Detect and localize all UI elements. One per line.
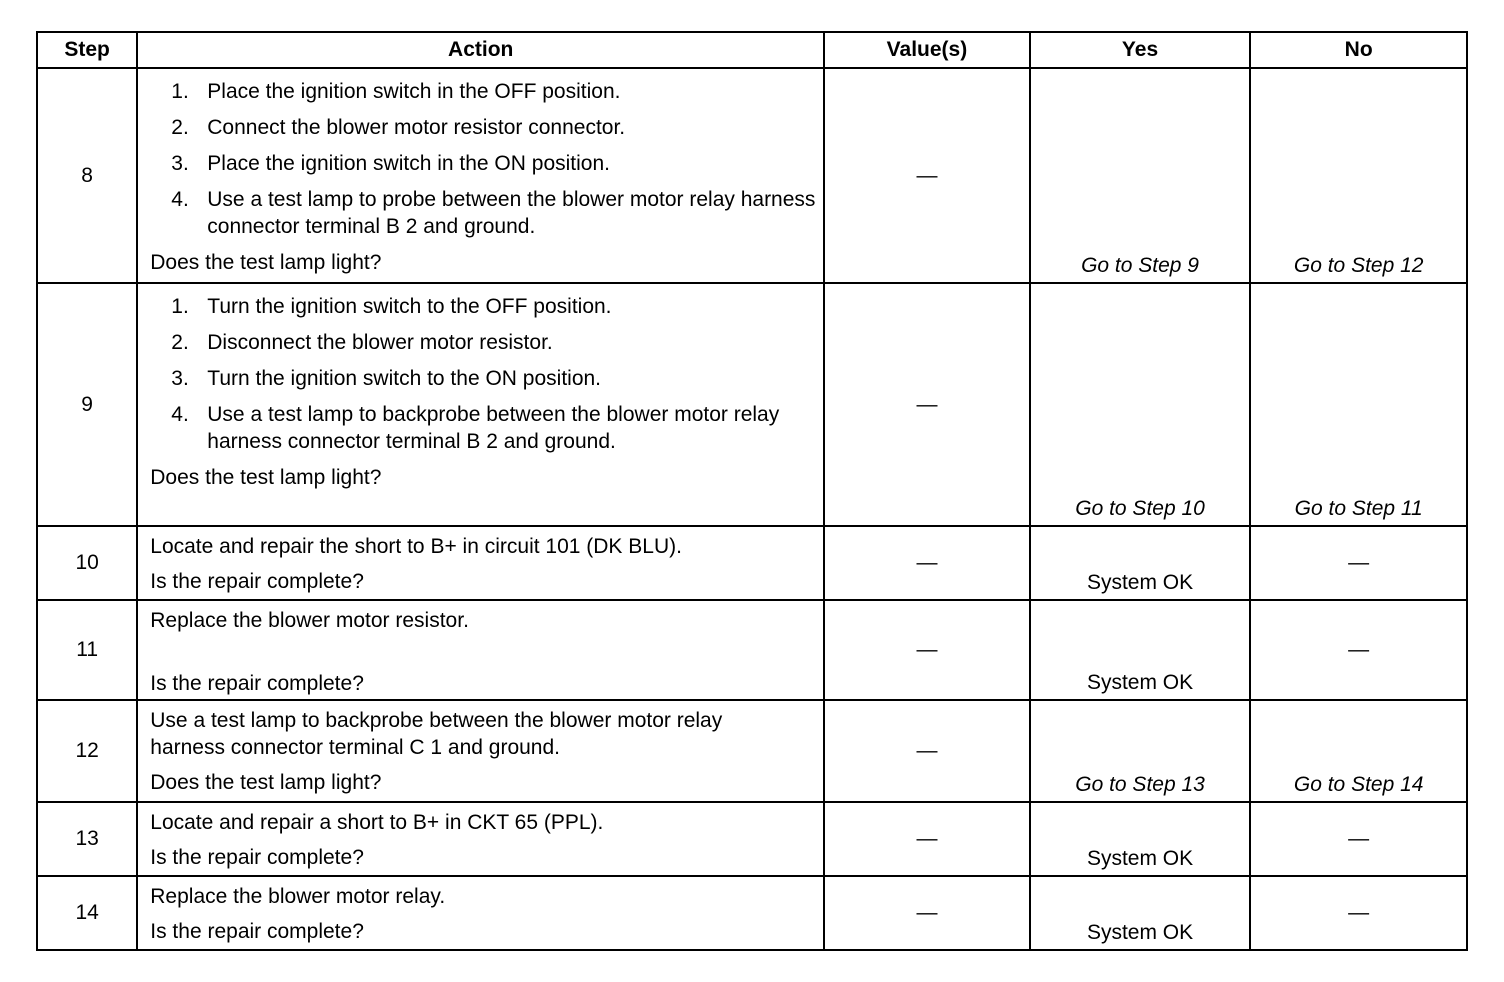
no-cell — [1250, 68, 1467, 283]
yes-cell — [1030, 68, 1251, 283]
step-number: 8 — [37, 68, 137, 283]
action-steps-list — [138, 293, 823, 455]
yes-result: System OK — [1086, 921, 1194, 944]
action-question: Does the test lamp light? — [150, 771, 382, 794]
action-cell — [137, 700, 824, 802]
header-yes: Yes — [1030, 32, 1251, 68]
action-text: Locate and repair the short to B+ in circuit 101 (DK BLU). — [150, 535, 682, 558]
yes-result: Go to Step 10 — [1075, 497, 1205, 520]
step-number: 12 — [37, 700, 137, 802]
no-cell: — — [1250, 802, 1467, 876]
action-question: Does the test lamp light? — [150, 251, 382, 274]
action-cell — [137, 526, 824, 600]
diagnostic-table-sheet — [36, 31, 1468, 951]
action-step: 4. Use a test lamp to probe between the blower motor relay harness connector terminal B 2 and ground. — [171, 188, 816, 238]
yes-cell — [1030, 283, 1251, 526]
action-question: Is the repair complete? — [150, 570, 364, 593]
action-question: Is the repair complete? — [150, 920, 364, 943]
no-cell — [1250, 283, 1467, 526]
no-cell: — — [1250, 526, 1467, 600]
action-cell — [137, 600, 824, 700]
no-result: Go to Step 14 — [1293, 773, 1424, 796]
action-cell — [137, 802, 824, 876]
step-number: 13 — [37, 802, 137, 876]
value-cell: — — [824, 700, 1030, 802]
yes-cell — [1030, 600, 1251, 700]
action-steps-list — [138, 78, 823, 240]
header-no: No — [1250, 32, 1467, 68]
step-number: 14 — [37, 876, 137, 950]
yes-result: System OK — [1086, 847, 1194, 870]
action-cell — [137, 876, 824, 950]
action-step: 1. Place the ignition switch in the OFF position. — [171, 80, 621, 103]
action-text: Use a test lamp to backprobe between the blower motor relay harness connector terminal C 1 and ground. — [150, 709, 723, 759]
yes-result: System OK — [1086, 671, 1194, 694]
value-cell: — — [824, 876, 1030, 950]
table-row-step-14 — [37, 876, 1467, 950]
no-result: Go to Step 11 — [1294, 497, 1423, 520]
action-step: 3. Place the ignition switch in the ON position. — [171, 152, 610, 175]
action-text: Locate and repair a short to B+ in CKT 65 (PPL). — [150, 811, 604, 834]
action-text: Replace the blower motor relay. — [150, 885, 446, 908]
step-number: 10 — [37, 526, 137, 600]
no-cell: — — [1250, 600, 1467, 700]
table-row-step-10 — [37, 526, 1467, 600]
yes-cell — [1030, 526, 1251, 600]
action-cell — [137, 68, 824, 283]
yes-result: Go to Step 9 — [1081, 254, 1199, 277]
value-cell: — — [824, 68, 1030, 283]
action-step: 2. Disconnect the blower motor resistor. — [171, 331, 553, 354]
diagnostic-table — [36, 31, 1468, 951]
yes-cell — [1030, 700, 1251, 802]
yes-cell — [1030, 876, 1251, 950]
action-cell — [137, 283, 824, 526]
table-row-step-9 — [37, 283, 1467, 526]
table-row-step-13 — [37, 802, 1467, 876]
table-row-step-8 — [37, 68, 1467, 283]
value-cell: — — [824, 600, 1030, 700]
yes-cell — [1030, 802, 1251, 876]
action-question: Is the repair complete? — [150, 672, 364, 695]
no-cell — [1250, 700, 1467, 802]
action-step: 2. Connect the blower motor resistor connector. — [171, 116, 626, 139]
value-cell: — — [824, 283, 1030, 526]
value-cell: — — [824, 802, 1030, 876]
action-step: 4. Use a test lamp to backprobe between the blower motor relay harness connector terminal B 2 and ground. — [171, 403, 780, 453]
value-cell: — — [824, 526, 1030, 600]
yes-result: System OK — [1086, 571, 1194, 594]
header-action: Action — [137, 32, 824, 68]
action-step: 3. Turn the ignition switch to the ON position. — [171, 367, 602, 390]
no-cell: — — [1250, 876, 1467, 950]
no-result: Go to Step 12 — [1293, 254, 1424, 277]
header-step: Step — [37, 32, 137, 68]
action-text: Replace the blower motor resistor. — [150, 609, 469, 632]
table-row-step-12 — [37, 700, 1467, 802]
action-question: Is the repair complete? — [150, 846, 364, 869]
table-row-step-11 — [37, 600, 1467, 700]
yes-result: Go to Step 13 — [1075, 773, 1205, 796]
step-number: 9 — [37, 283, 137, 526]
header-row — [37, 32, 1467, 68]
header-values: Value(s) — [824, 32, 1030, 68]
step-number: 11 — [37, 600, 137, 700]
action-question: Does the test lamp light? — [150, 466, 382, 489]
action-step: 1. Turn the ignition switch to the OFF position. — [171, 295, 612, 318]
